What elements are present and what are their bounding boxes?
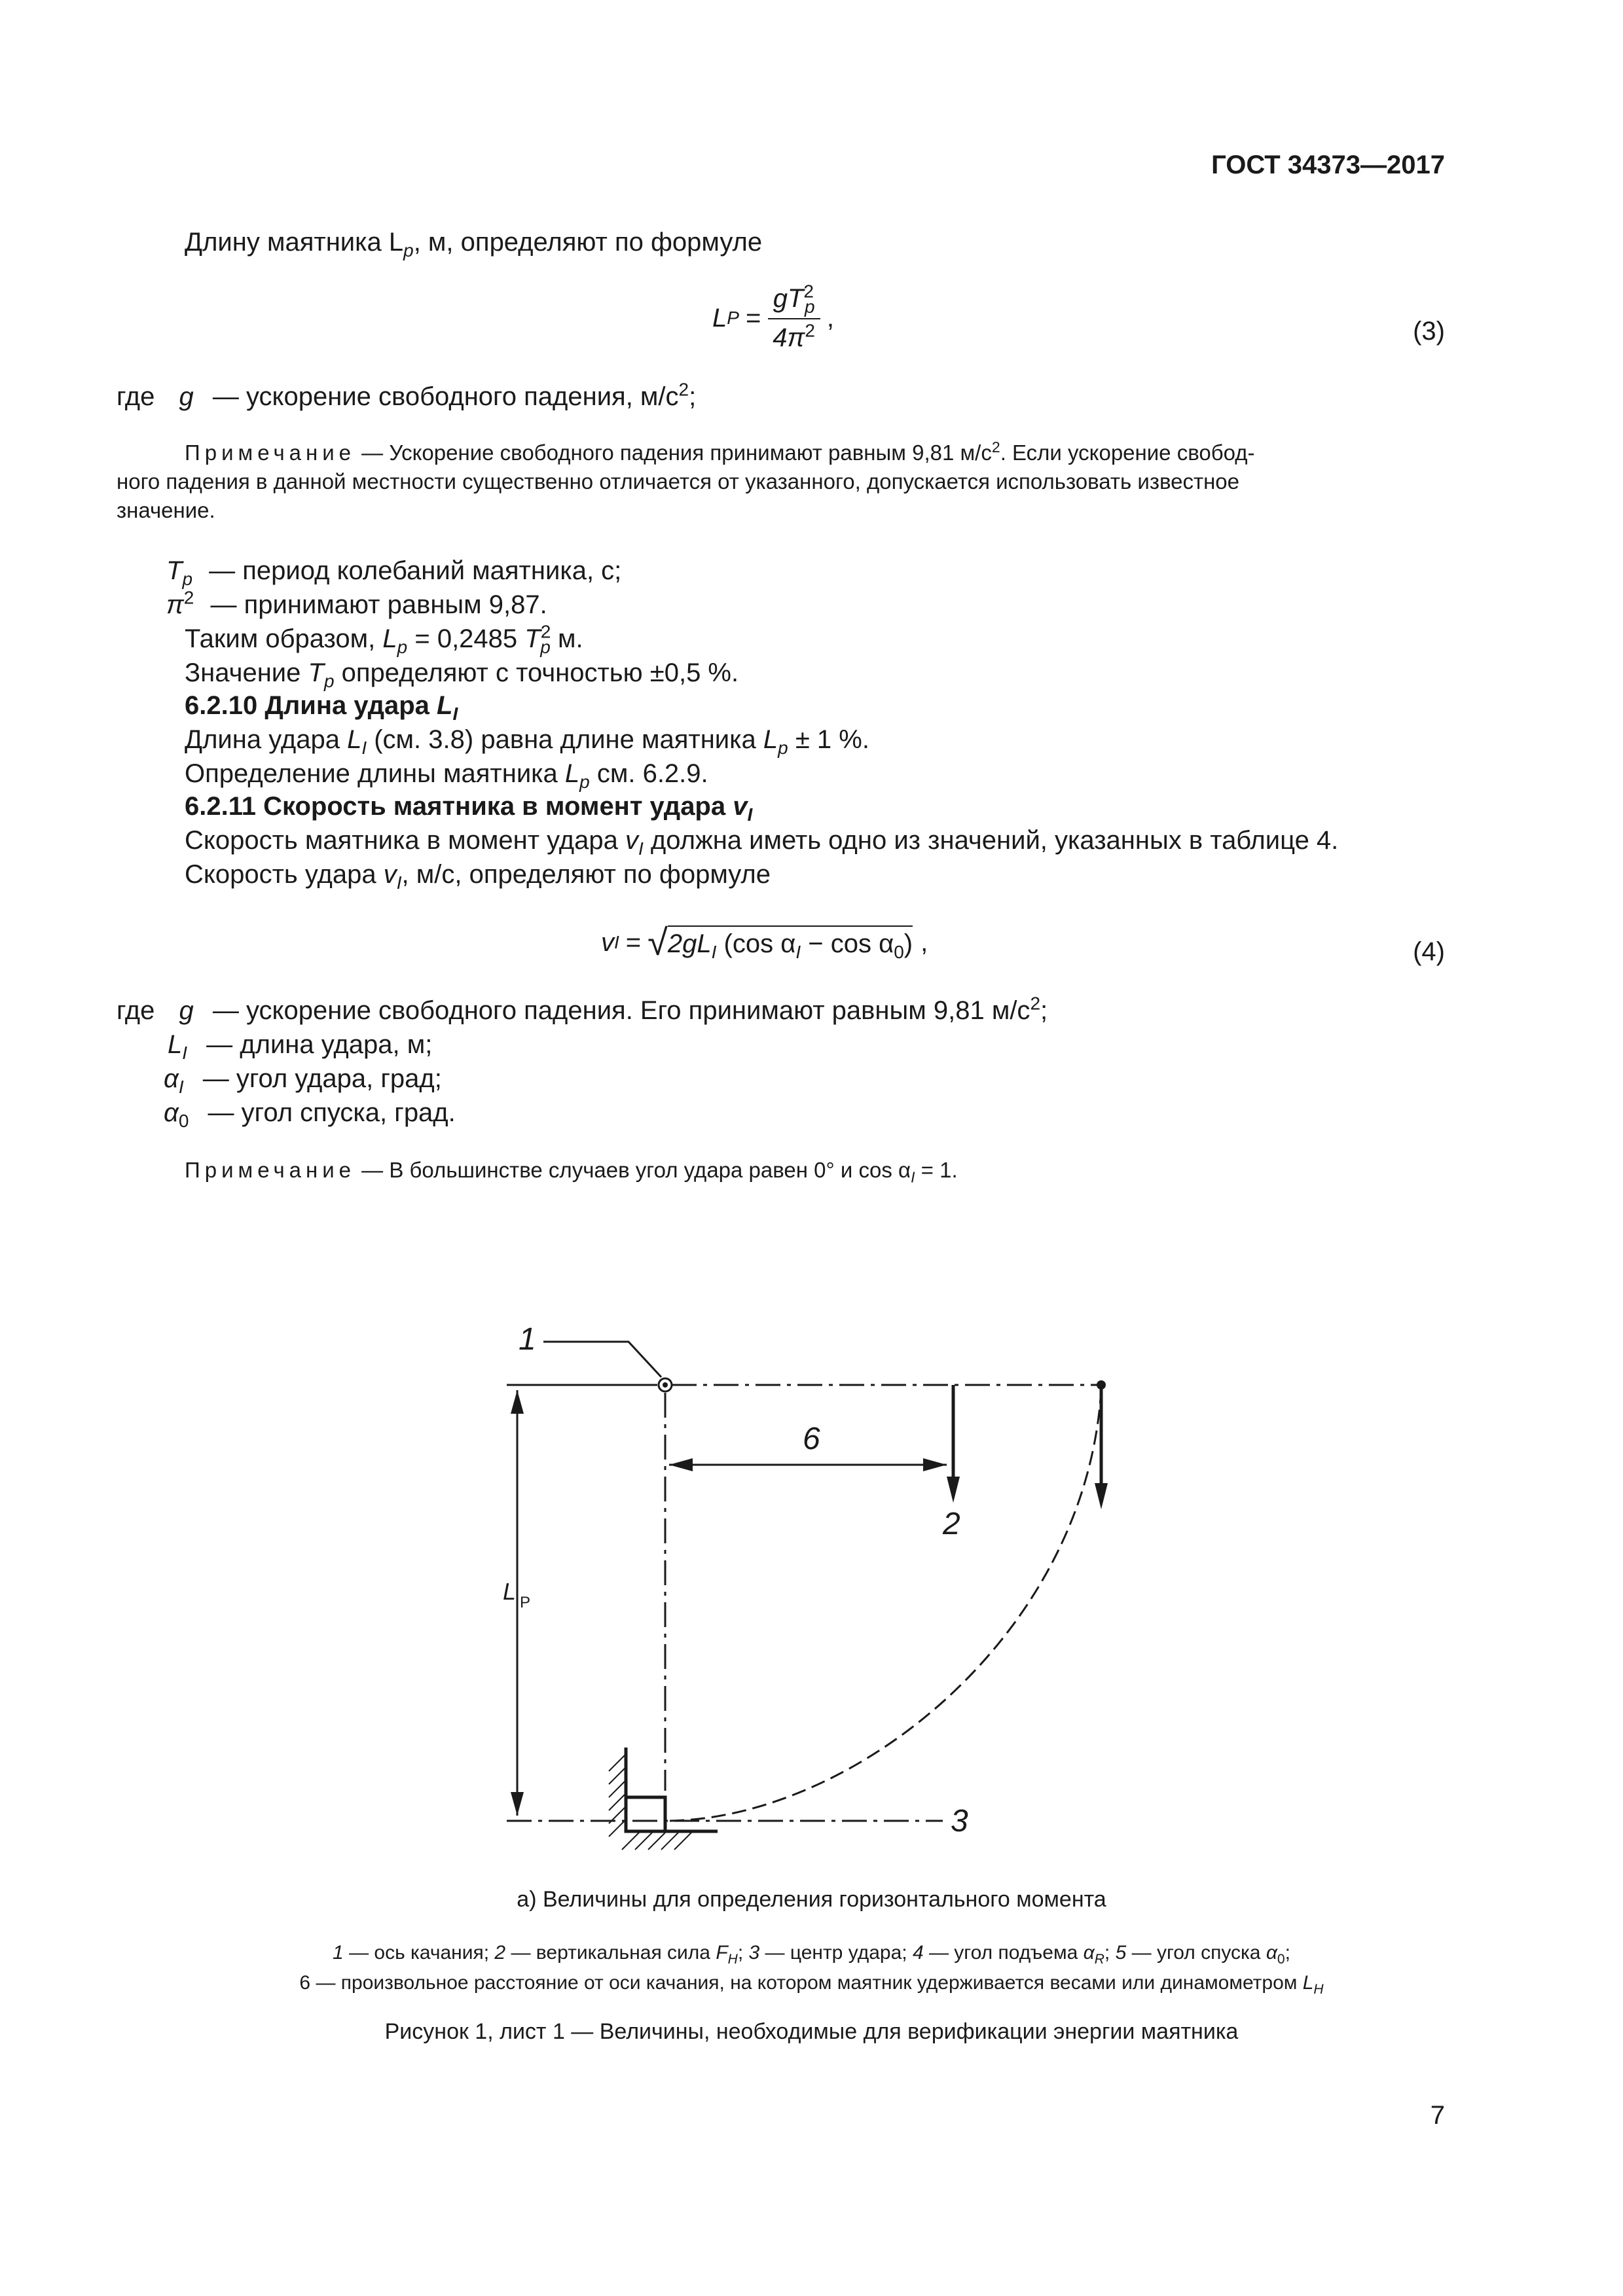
document-id: ГОСТ 34373—2017 [1211,151,1445,179]
where-2-alpha-i: $\alpha_I$ — угол удара, град; [164,1064,442,1097]
radicand: $2gL_I$ (cos $\alpha_I - \cos \alpha_0$) [668,925,913,960]
dim6-arrow-right [923,1458,947,1471]
thus-line: Таким образом, $L_p = 0,2485$ $T^2_p$ м. [185,621,583,657]
where-2-alpha-0: $\alpha_0$ — угол спуска, град. [164,1098,456,1131]
pendulum-length-ref: Определение длины маятника $L_p$ см. 6.2.9. [185,759,708,792]
sqrt-sign: √ [647,922,668,963]
label-lp-sub: P [520,1594,531,1611]
impact-length-text: Длина удара $L_I$ (см. 3.8) равна длине маятника $L_p \pm 1$ %. [185,725,869,758]
swing-arc [665,1389,1101,1821]
section-6-2-10-heading: 6.2.10 Длина удара $L_I$ [185,691,458,724]
where-2-g: где g — ускорение свободного падения. Его принимают равным 9,81 $м/с^2$; [117,993,1048,1025]
formula-4: v I = √ $2gL_I$ (cos $\alpha_I - \cos \alpha_0$) , [601,922,928,963]
impact-block [626,1797,665,1831]
where-g: где g — ускорение свободного падения, $м/с^2$; [117,379,697,411]
formula-4-number: (4) [1413,937,1445,966]
pivot-dot [663,1382,668,1388]
label-lp: L [503,1578,517,1605]
section-6-2-11-heading: 6.2.11 Скорость маятника в момент удара $v_I$ [185,792,753,825]
note-1-line-2: ного падения в данной местности существенно отличается от указанного, допускается использовать известное [117,469,1240,493]
figure-title: Рисунок 1, лист 1 — Величины, необходимые для верификации энергии маятника [384,2019,1239,2044]
formula-3-number: (3) [1413,317,1445,346]
note-1-line-1: Примечание — Ускорение свободного падения принимают равным 9,81 $м/с^2$. Если ускорение свобод- [185,439,1255,465]
lp-arrow-bottom [511,1792,524,1816]
label-1-leader [543,1342,661,1377]
def-pi2: $\pi^2$ — принимают равным 9,87. [166,587,547,619]
right-pivot-dot [1097,1380,1106,1390]
label-2: 2 [943,1507,960,1541]
force-2-arrowhead [947,1477,960,1503]
dim6-arrow-left [669,1458,693,1471]
figure-caption-a: а) Величины для определения горизонтального момента [517,1887,1106,1912]
intro-line: Длину маятника $L_p$, м, определяют по формуле [185,228,763,260]
formula-3: L P = $\frac{gT^2_p}{4\pi^2}$ , [712,281,835,352]
speed-text-2: Скорость удара $v_I$, м/с, определяют по формуле [185,860,771,893]
page-number: 7 [1430,2101,1445,2130]
note-1-line-3: значение. [117,498,215,522]
speed-text-1: Скорость маятника в момент удара $v_I$ должна иметь одно из значений, указанных в таблице 4. [185,826,1339,859]
def-tp: $T_p$ — период колебаний маятника, с; [166,556,622,589]
label-1: 1 [519,1322,536,1357]
label-6: 6 [803,1422,820,1456]
force-right-arrowhead [1095,1483,1108,1509]
figure-legend-line-2: 6 — произвольное расстояние от оси качания, на котором маятник удерживается весами или динамометром $L_H$ [299,1972,1324,1997]
fraction: $\frac{gT^2_p}{4\pi^2}$ [767,283,820,353]
label-3: 3 [951,1804,968,1839]
figure-legend-line-1: 1 — ось качания; 2 — вертикальная сила $F_H$; 3 — центр удара; 4 — угол подъема $\alpha_R$; 5 — угол спуска $\alpha_0$; [333,1942,1290,1967]
note-2: Примечание — В большинстве случаев угол удара равен 0° и $\cos \alpha_I = 1$. [185,1158,958,1186]
where-2-li: $L_I$ — длина удара, м; [168,1030,433,1063]
wall-hatching [609,1754,691,1850]
tp-accuracy: Значение $T_p$ определяют с точностью ±0,5 %. [185,658,739,691]
lp-arrow-top [511,1390,524,1414]
